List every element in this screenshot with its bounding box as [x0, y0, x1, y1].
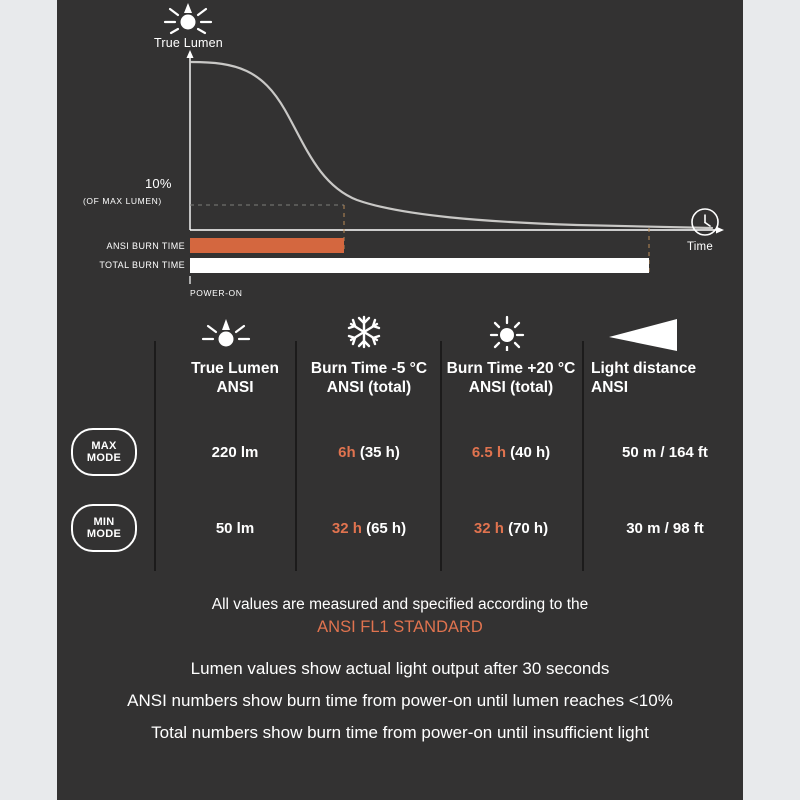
cell-min-burn-cold: 32 h (65 h): [331, 520, 407, 537]
column-separator: [582, 341, 584, 571]
footer-line-4: Total numbers show burn time from power-on until insufficient light: [151, 723, 649, 742]
snowflake-icon: [342, 313, 386, 351]
burn-time-chart: [57, 0, 743, 310]
sun-icon: [485, 315, 529, 351]
total-burn-bar: [190, 258, 649, 273]
threshold-label: 10%: [145, 176, 172, 191]
footer-notes: [57, 596, 743, 749]
column-header-burn-warm: Burn Time +20 °C ANSI (total): [446, 360, 576, 396]
dark-panel: [57, 0, 743, 800]
mode-badge-max: MAX MODE: [71, 428, 137, 476]
column-header-true-lumen: True Lumen ANSI: [191, 360, 279, 396]
cell-max-distance: 50 m / 164 ft: [622, 444, 708, 461]
sun-burst-icon: [165, 3, 211, 33]
footer-line-2: Lumen values show actual light output after 30 seconds: [190, 659, 610, 678]
column-separator: [154, 341, 156, 571]
clock-icon: [692, 209, 718, 235]
column-separator: [295, 341, 297, 571]
ansi-burn-time-label: ANSI BURN TIME: [106, 241, 185, 251]
y-axis-label: True Lumen: [154, 36, 223, 50]
footer-line-3: ANSI numbers show burn time from power-on until lumen reaches <10%: [127, 691, 673, 710]
cell-min-burn-warm: 32 h (70 h): [473, 520, 549, 537]
cell-min-lumen: 50 lm: [215, 520, 255, 537]
power-on-label: POWER-ON: [190, 288, 243, 298]
cell-max-lumen: 220 lm: [211, 444, 259, 461]
column-header-light-distance: Light distance ANSI: [591, 360, 697, 396]
beam-cone-icon: [605, 317, 685, 351]
footer-line-1: All values are measured and specified according to the: [211, 596, 589, 613]
column-header-burn-cold: Burn Time -5 °C ANSI (total): [310, 360, 428, 396]
cell-max-burn-cold: 6h (35 h): [338, 444, 400, 461]
threshold-sublabel: (OF MAX LUMEN): [83, 196, 162, 206]
ansi-burn-bar: [190, 238, 344, 253]
column-separator: [440, 341, 442, 571]
cell-max-burn-warm: 6.5 h (40 h): [471, 444, 551, 461]
footer-standard: ANSI FL1 STANDARD: [317, 618, 483, 636]
x-axis-label: Time: [687, 241, 713, 253]
mode-badge-min: MIN MODE: [71, 504, 137, 552]
cell-min-distance: 30 m / 98 ft: [626, 520, 704, 537]
specs-table: [57, 305, 743, 585]
total-burn-time-label: TOTAL BURN TIME: [99, 260, 185, 270]
sun-burst-icon: [195, 315, 257, 349]
